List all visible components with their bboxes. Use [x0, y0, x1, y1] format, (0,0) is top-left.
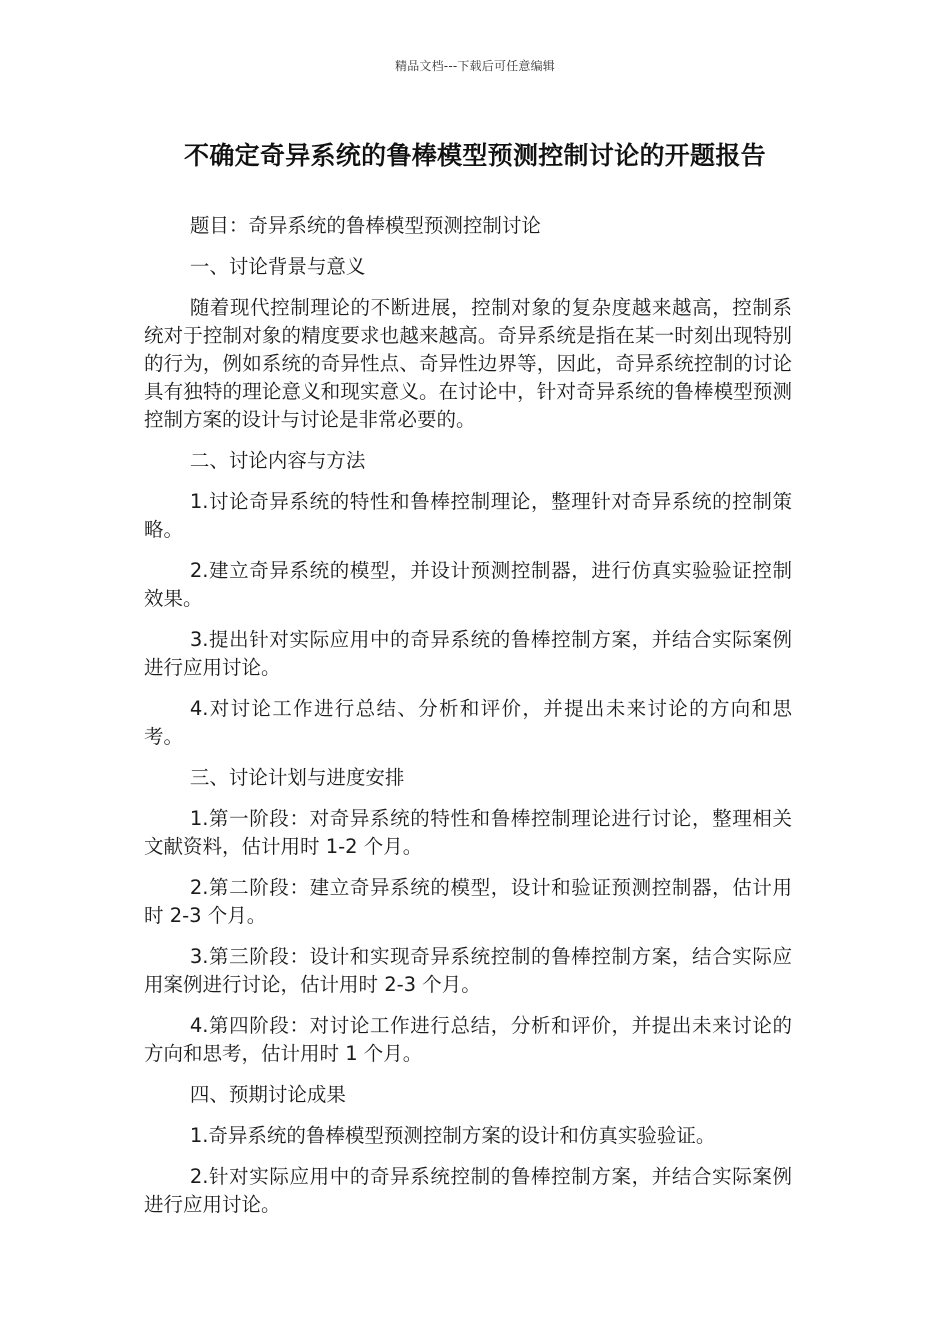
paragraph-topic: 题目：奇异系统的鲁棒模型预测控制讨论: [189, 214, 541, 237]
list-item-results-2: 2.针对实际应用中的奇异系统控制的鲁棒控制方案，并结合实际案例进行应用讨论。: [144, 1165, 792, 1216]
document-body: [144, 212, 792, 1232]
list-item-content-1: 1.讨论奇异系统的特性和鲁棒控制理论，整理针对奇异系统的控制策略。: [144, 490, 792, 541]
list-item-schedule-4: 4.第四阶段：对讨论工作进行总结，分析和评价，并提出未来讨论的方向和思考，估计用时 1 个月。: [144, 1014, 792, 1065]
list-item-schedule-2: 2.第二阶段：建立奇异系统的模型，设计和验证预测控制器，估计用时 2-3 个月。: [144, 876, 792, 927]
list-item-results-1: 1.奇异系统的鲁棒模型预测控制方案的设计和仿真实验验证。: [189, 1124, 716, 1147]
document-title: 不确定奇异系统的鲁棒模型预测控制讨论的开题报告: [184, 141, 766, 170]
section-heading-background: 一、讨论背景与意义: [189, 255, 366, 278]
list-item-schedule-1: 1.第一阶段：对奇异系统的特性和鲁棒控制理论进行讨论，整理相关文献资料，估计用时 1-2 个月。: [144, 807, 792, 858]
list-item-content-4: 4.对讨论工作进行总结、分析和评价，并提出未来讨论的方向和思考。: [144, 697, 792, 748]
list-item-content-2: 2.建立奇异系统的模型，并设计预测控制器，进行仿真实验验证控制效果。: [144, 559, 792, 610]
section-heading-expected-results: 四、预期讨论成果: [189, 1083, 346, 1106]
list-item-schedule-3: 3.第三阶段：设计和实现奇异系统控制的鲁棒控制方案，结合实际应用案例进行讨论，估计用时 2-3 个月。: [144, 945, 792, 996]
header-note: 精品文档---下载后可任意编辑: [395, 59, 555, 73]
paragraph-background: 随着现代控制理论的不断进展，控制对象的复杂度越来越高，控制系统对于控制对象的精度要求也越来越高。奇异系统是指在某一时刻出现特别的行为，例如系统的奇异性点、奇异性边界等，因此，奇异系统控制的讨论具有独特的理论意义和现实意义。在讨论中，针对奇异系统的鲁棒模型预测控制方案的设计与讨论是非常必要的。: [144, 296, 792, 431]
list-item-content-3: 3.提出针对实际应用中的奇异系统的鲁棒控制方案，并结合实际案例进行应用讨论。: [144, 628, 792, 679]
section-heading-schedule: 三、讨论计划与进度安排: [189, 766, 405, 789]
section-heading-content-methods: 二、讨论内容与方法: [189, 449, 366, 472]
